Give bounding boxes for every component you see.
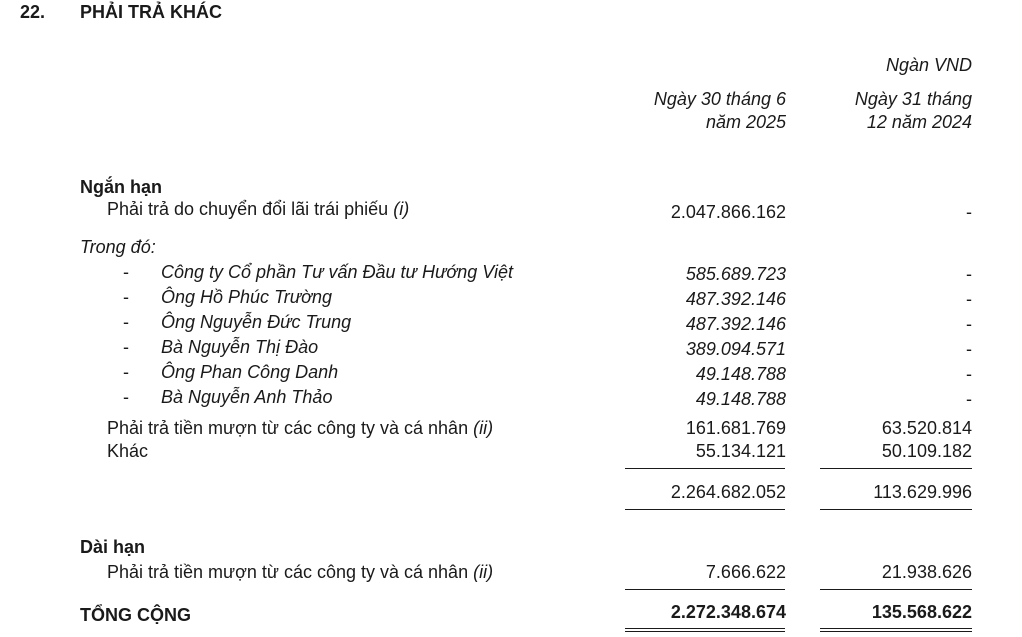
note-title: PHẢI TRẢ KHÁC xyxy=(80,2,222,22)
sub-item-label: Ông Phan Công Danh xyxy=(161,362,339,382)
note-ref-ii: (ii) xyxy=(473,418,494,438)
total-rule xyxy=(820,589,972,590)
sub-item-value-2024: - xyxy=(966,264,972,284)
borrowings-value-2024: 63.520.814 xyxy=(881,418,972,438)
total-value-2025: 2.272.348.674 xyxy=(670,602,786,622)
unit-label: Ngàn VND xyxy=(885,55,972,75)
long-term-heading: Dài hạn xyxy=(80,537,146,557)
total-double-underline xyxy=(820,628,972,629)
column-1-heading-line1: Ngày 30 tháng 6 xyxy=(653,89,786,109)
of-which-label: Trong đó: xyxy=(80,237,156,257)
sub-item-label: Bà Nguyễn Anh Thảo xyxy=(161,387,333,407)
sub-item-dash: - xyxy=(123,387,129,407)
borrowings-value-2025: 161.681.769 xyxy=(685,418,786,438)
total-double-underline xyxy=(625,631,785,632)
total-value-2024: 135.568.622 xyxy=(871,602,972,622)
sub-item-value-2025: 487.392.146 xyxy=(685,314,786,334)
subtotal-underline xyxy=(820,509,972,510)
sub-item-dash: - xyxy=(123,362,129,382)
column-1-heading-line2: năm 2025 xyxy=(705,112,786,132)
bond-interest-label: Phải trả do chuyển đổi lãi trái phiếu (i) xyxy=(107,199,410,219)
sub-item-dash: - xyxy=(123,337,129,357)
other-value-2024: 50.109.182 xyxy=(881,441,972,461)
sub-item-label: Bà Nguyễn Thị Đào xyxy=(161,337,319,357)
total-label: TỔNG CỘNG xyxy=(80,605,191,625)
note-ref-ii: (ii) xyxy=(473,562,494,582)
sub-item-value-2024: - xyxy=(966,289,972,309)
borrowings-label: Phải trả tiền mượn từ các công ty và cá nhân (ii) xyxy=(107,418,494,438)
bond-interest-value-2024: - xyxy=(966,202,972,222)
subtotal-underline xyxy=(625,509,785,510)
note-ref-i: (i) xyxy=(393,199,410,219)
subtotal-rule xyxy=(820,468,972,469)
sub-item-dash: - xyxy=(123,312,129,332)
column-2-heading-line1: Ngày 31 tháng xyxy=(854,89,972,109)
sub-item-dash: - xyxy=(123,287,129,307)
total-rule xyxy=(625,589,785,590)
bond-interest-value-2025: 2.047.866.162 xyxy=(670,202,786,222)
sub-item-dash: - xyxy=(123,262,129,282)
sub-item-label: Ông Hồ Phúc Trường xyxy=(161,287,333,307)
sub-item-label: Ông Nguyễn Đức Trung xyxy=(161,312,352,332)
short-term-subtotal-2024: 113.629.996 xyxy=(873,482,972,502)
total-double-underline xyxy=(625,628,785,629)
sub-item-value-2025: 487.392.146 xyxy=(685,289,786,309)
sub-item-value-2025: 389.094.571 xyxy=(685,339,786,359)
other-label: Khác xyxy=(107,441,149,461)
column-2-heading-line2: 12 năm 2024 xyxy=(866,112,972,132)
sub-item-value-2025: 49.148.788 xyxy=(695,364,786,384)
sub-item-label: Công ty Cổ phần Tư vấn Đầu tư Hướng Việt xyxy=(161,262,513,282)
sub-item-value-2025: 585.689.723 xyxy=(685,264,786,284)
sub-item-value-2024: - xyxy=(966,364,972,384)
sub-item-value-2025: 49.148.788 xyxy=(695,389,786,409)
short-term-heading: Ngắn hạn xyxy=(80,177,163,197)
sub-item-value-2024: - xyxy=(966,389,972,409)
total-double-underline xyxy=(820,631,972,632)
long-term-borrowings-value-2024: 21.938.626 xyxy=(881,562,972,582)
subtotal-rule xyxy=(625,468,785,469)
short-term-subtotal-2025: 2.264.682.052 xyxy=(670,482,786,502)
other-value-2025: 55.134.121 xyxy=(695,441,786,461)
sub-item-value-2024: - xyxy=(966,314,972,334)
long-term-borrowings-value-2025: 7.666.622 xyxy=(705,562,786,582)
sub-item-value-2024: - xyxy=(966,339,972,359)
long-term-borrowings-label: Phải trả tiền mượn từ các công ty và cá nhân (ii) xyxy=(107,562,494,582)
note-number: 22. xyxy=(20,2,46,22)
